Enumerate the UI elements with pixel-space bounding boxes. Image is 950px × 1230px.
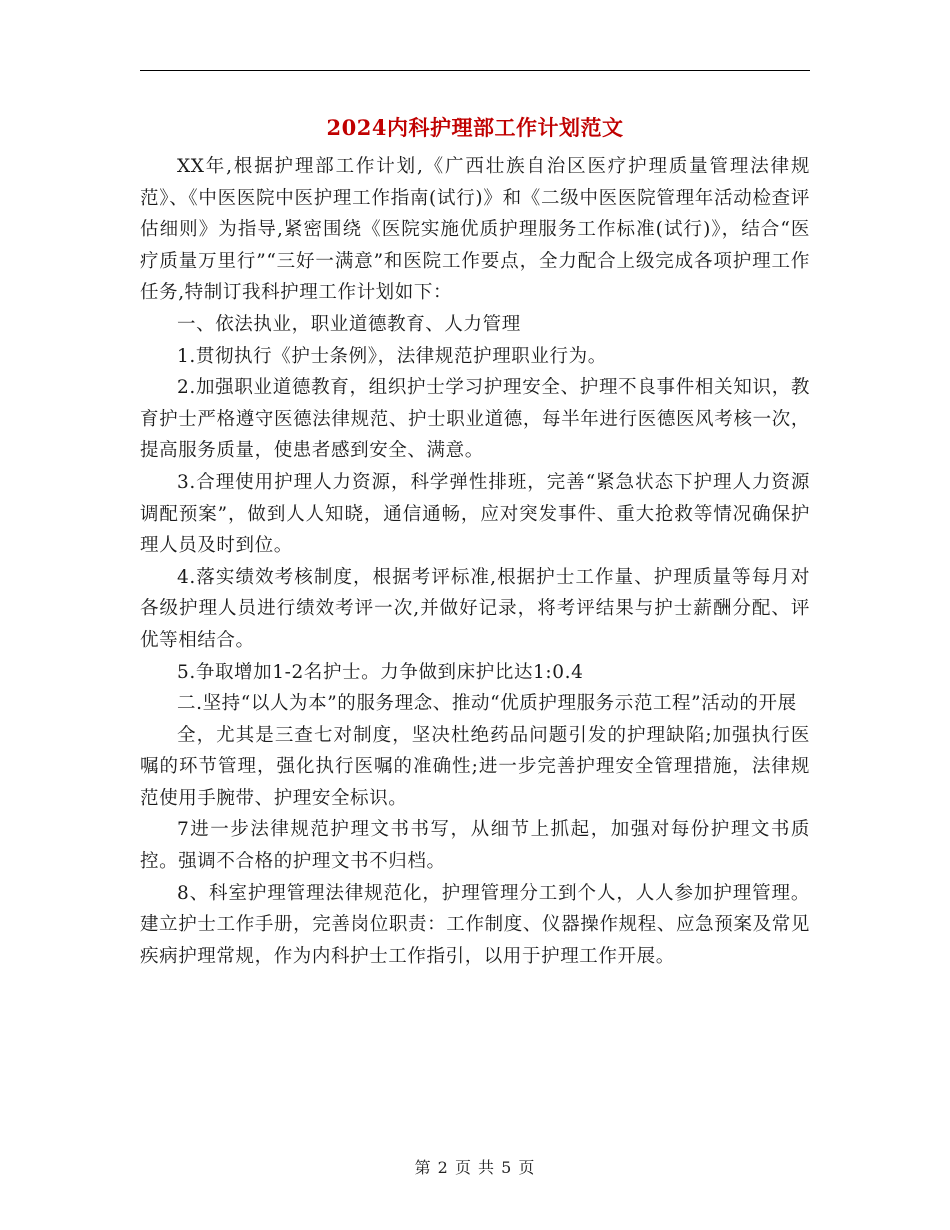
intro-paragraph: XX年,根据护理部工作计划,《广西壮族自治区医疗护理质量管理法律规范》、《中医医院中医护理工作指南(试行)》和《二级中医医院管理年活动检查评估细则》为指导,紧密围绕《医院实施优质护理服务工作标准(试行)》，结合“医疗质量万里行”“三好一满意”和医院工作要点，全力配合上级完成各项护理工作任务,特制订我科护理工作计划如下： [140, 156, 810, 304]
section-heading-1: 一、依法执业，职业道德教育、人力管理 [177, 313, 521, 335]
list-item-3: 3.合理使用护理人力资源，科学弹性排班，完善“紧急状态下护理人力资源调配预案”，做到人人知晓，通信通畅，应对突发事件、重大抢救等情况确保护理人员及时到位。 [140, 471, 810, 557]
list-item-4: 4.落实绩效考核制度，根据考评标准,根据护士工作量、护理质量等每月对各级护理人员进行绩效考评一次,并做好记录，将考评结果与护士薪酬分配、评优等相结合。 [140, 566, 810, 651]
list-item-8: 8、科室护理管理法律规范化，护理管理分工到个人，人人参加护理管理。建立护士工作手册，完善岗位职责：工作制度、仪器操作规程、应急预案及常见疾病护理常规，作为内科护士工作指引，以用于护理工作开展。 [140, 882, 810, 967]
page-number: 第 2 页 共 5 页 [414, 1158, 536, 1177]
header-rule [140, 70, 810, 71]
list-item-1: 1.贯彻执行《护士条例》，法律规范护理职业行为。 [177, 345, 607, 367]
list-item-2: 2.加强职业道德教育，组织护士学习护理安全、护理不良事件相关知识，教育护士严格遵守医德法律规范、护士职业道德，每半年进行医德医风考核一次，提高服务质量，使患者感到安全、满意。 [140, 377, 810, 462]
list-item-5: 5.争取增加1-2名护士。力争做到床护比达1:0.4 [177, 661, 584, 683]
document-body [140, 151, 810, 972]
list-item-7: 7进一步法律规范护理文书书写，从细节上抓起，加强对每份护理文书质控。强调不合格的护理文书不归档。 [140, 819, 810, 873]
section-heading-2: 二.坚持“以人为本”的服务理念、推动“优质护理服务示范工程”活动的开展 [177, 693, 797, 715]
body-paragraph-safety: 全，尤其是三查七对制度，坚决杜绝药品问题引发的护理缺陷;加强执行医嘱的环节管理，强化执行医嘱的准确性;进一步完善护理安全管理措施，法律规范使用手腕带、护理安全标识。 [140, 724, 810, 809]
document-title: 2024内科护理部工作计划范文 [326, 115, 624, 140]
